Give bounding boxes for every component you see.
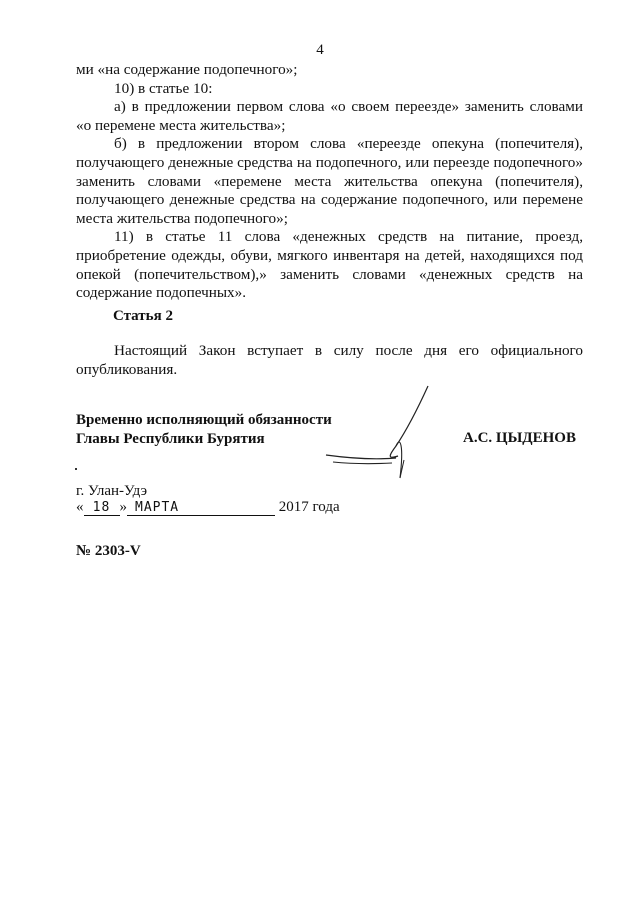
item-10-a: а) в предложении первом слова «о своем переезде» заменить словами «о перемене места жительства»; bbox=[76, 98, 583, 134]
law-number: № 2303-V bbox=[76, 543, 141, 559]
article-2-text: Настоящий Закон вступает в силу после дня его официального опубликования. bbox=[76, 342, 583, 378]
article-2-heading: Статья 2 bbox=[113, 308, 173, 324]
signatory-name: А.С. ЦЫДЕНОВ bbox=[463, 430, 576, 446]
scan-artifact-dot bbox=[75, 468, 77, 470]
place-of-signing: г. Улан-Удэ bbox=[76, 483, 148, 499]
signatory-title-line-1: Временно исполняющий обязанности bbox=[76, 412, 332, 428]
date-close-quote: » bbox=[119, 499, 127, 515]
item-11: 11) в статье 11 слова «денежных средств на питание, проезд, приобретение одежды, обуви, мягкого инвентаря на детей, находящихся под опекой (попечительством),» заменить словами «денежных средств на содержание подопечных». bbox=[76, 228, 583, 302]
item-10-heading: 10) в статье 10: bbox=[114, 79, 213, 97]
date-year: 2017 года bbox=[278, 499, 340, 515]
signatory-title-line-2: Главы Республики Бурятия bbox=[76, 431, 265, 447]
handwritten-signature bbox=[318, 378, 448, 488]
date-month: МАРТА bbox=[127, 500, 275, 516]
date-open-quote: « bbox=[76, 499, 84, 515]
page-number: 4 bbox=[316, 42, 324, 58]
signing-date bbox=[76, 499, 340, 516]
paragraph-continuation: ми «на содержание подопечного»; bbox=[76, 61, 298, 78]
signatory-title bbox=[76, 411, 332, 449]
item-10-b: б) в предложении втором слова «переезде опекуна (попечителя), получающего денежные средства на подопечного, или переезде подопечного» заменить словами «перемене места жительства опекуна (попечителя), получающего денежные средства на содержание подопечного, или перемене места жительства подопечного»; bbox=[76, 135, 583, 227]
law-amendments-text bbox=[76, 61, 583, 303]
date-day: 18 bbox=[84, 500, 120, 516]
